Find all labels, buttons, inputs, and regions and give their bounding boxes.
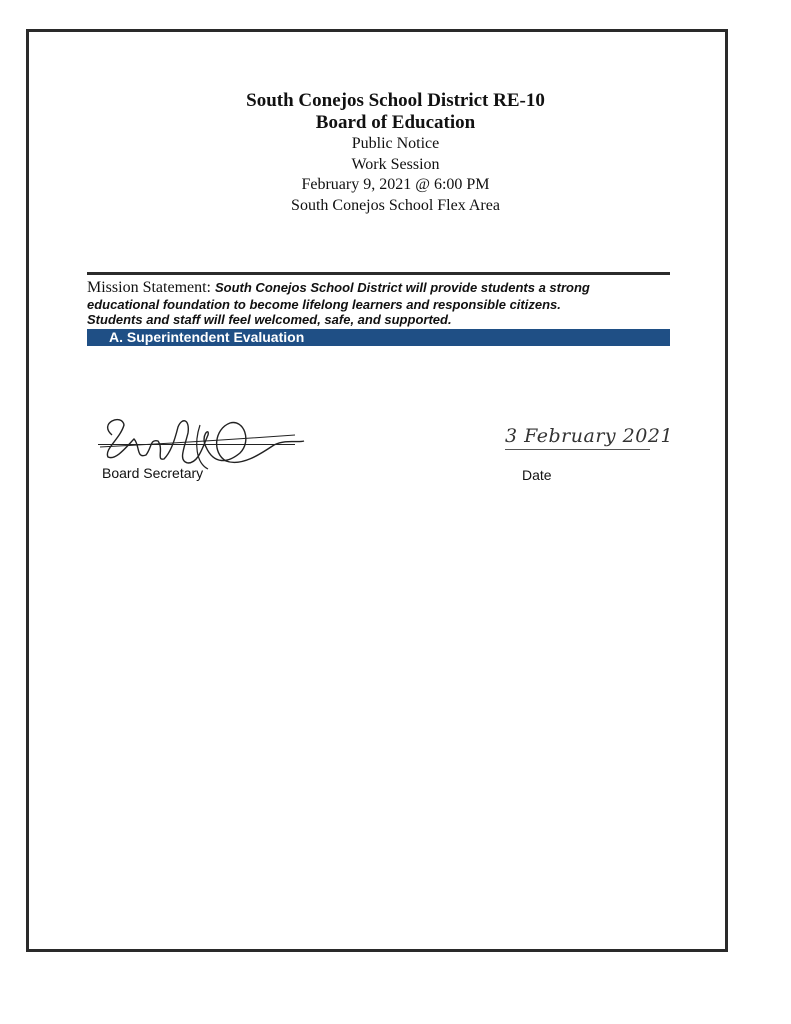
signature-line [98,444,295,445]
district-name: South Conejos School District RE-10 [246,90,545,111]
handwritten-date: 3 February 2021 [505,425,674,447]
board-name: Board of Education [315,112,476,133]
divider-rule [87,272,670,275]
date-line [505,449,650,450]
mission-text-line1: South Conejos School District will provide students a strong [215,280,590,295]
meeting-location: South Conejos School Flex Area [291,196,500,214]
agenda-item-superintendent-evaluation: A. Superintendent Evaluation [87,329,670,346]
signature-label: Board Secretary [102,465,204,481]
mission-text-line2: educational foundation to become lifelong learners and responsible citizens. [87,297,561,312]
date-label: Date [522,467,552,483]
mission-label: Mission Statement: [87,279,211,296]
notice-header [0,90,791,216]
notice-type: Public Notice [351,135,440,152]
meeting-datetime: February 9, 2021 @ 6:00 PM [301,176,490,193]
mission-text-line3: Students and staff will feel welcomed, safe, and supported. [87,312,452,327]
mission-statement [87,279,677,327]
session-type: Work Session [351,155,440,173]
